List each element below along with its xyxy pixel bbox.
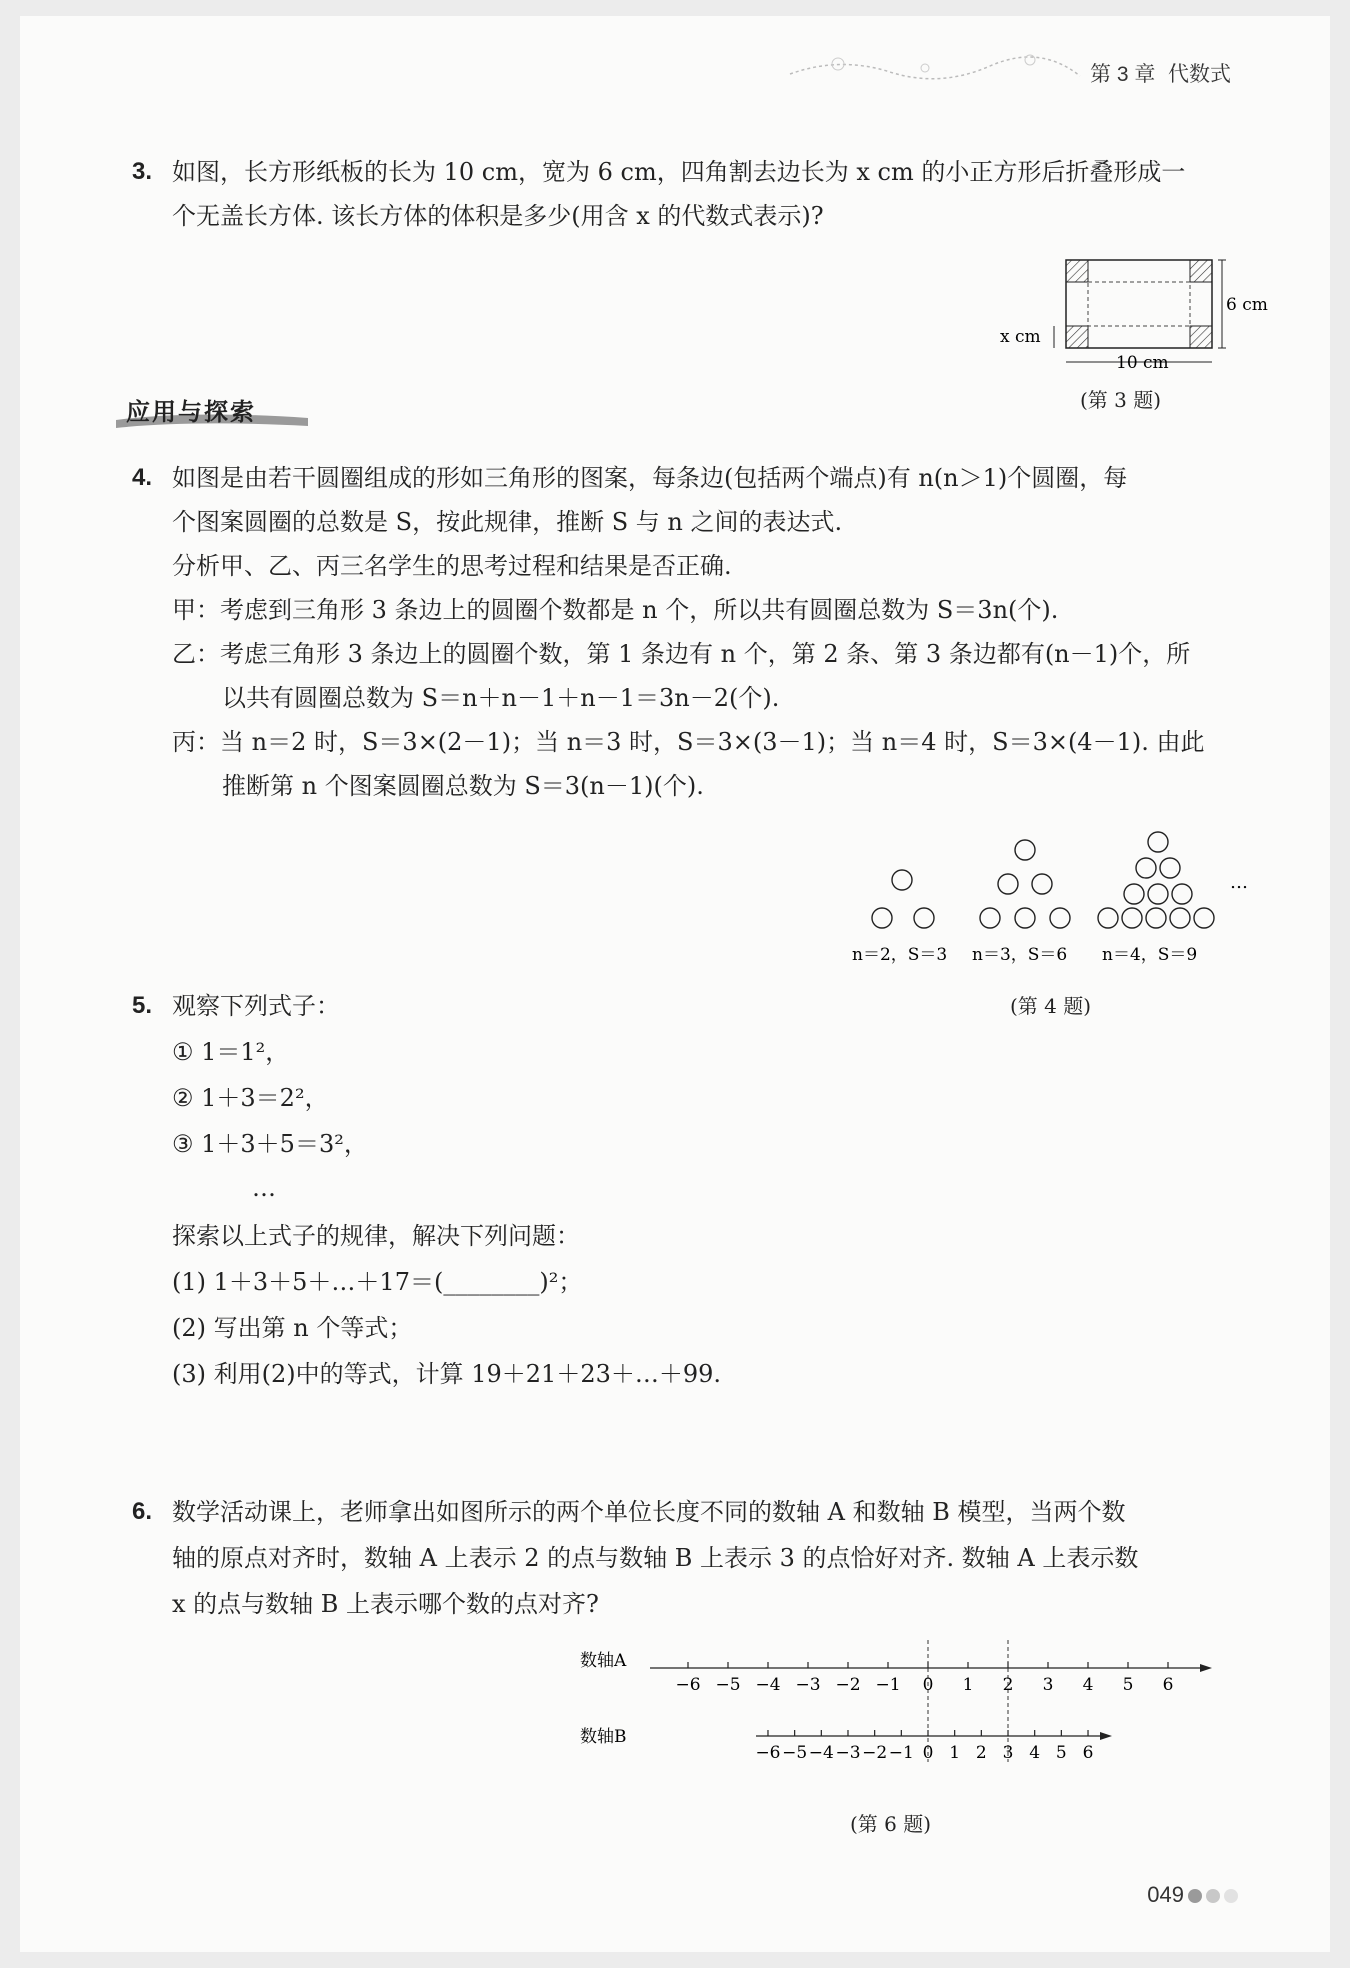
q4-line-1: 如图是由若干圆圈组成的形如三角形的图案，每条边(包括两个端点)有 n(n＞1)个圆圈，每 [172, 464, 1128, 492]
axis-a-tick-label: 3 [1042, 1675, 1054, 1695]
page-dot-1 [1188, 1889, 1202, 1903]
axis-b-tick-label: 0 [922, 1743, 934, 1763]
q4-figure [840, 816, 1260, 976]
q6-line-1: 数学活动课上，老师拿出如图所示的两个单位长度不同的数轴 A 和数轴 B 模型，当两个数 [172, 1498, 1126, 1526]
axis-b-tick-label: 1 [949, 1743, 961, 1763]
axis-a-tick-label: −3 [795, 1675, 821, 1695]
axis-b-tick-label: −6 [755, 1743, 781, 1763]
axis-a-arrow [1200, 1664, 1212, 1672]
page-dot-3 [1224, 1889, 1238, 1903]
q5-line-9: (3) 利用(2)中的等式，计算 19＋21＋23＋…＋99. [172, 1360, 722, 1388]
q3-line-1: 如图，长方形纸板的长为 10 cm，宽为 6 cm，四角割去边长为 x cm 的小正方形后折叠形成一 [172, 158, 1186, 186]
axis-a-tick-label: −5 [715, 1675, 741, 1695]
axis-b-tick-label: −1 [888, 1743, 914, 1763]
q6-line-2: 轴的原点对齐时，数轴 A 上表示 2 的点与数轴 B 上表示 3 的点恰好对齐. 数轴 A 上表示数 [172, 1544, 1139, 1572]
axis-b-arrow [1100, 1732, 1112, 1740]
axis-a-tick-label: 5 [1122, 1675, 1134, 1695]
page-number-group [1147, 1882, 1238, 1908]
q5-line-7: (1) 1＋3＋5＋…＋17＝(________)²； [172, 1268, 583, 1296]
header-title: 代数式 [1168, 63, 1231, 86]
q4-line-3: 分析甲、乙、丙三名学生的思考过程和结果是否正确. [172, 552, 732, 580]
q4-label-n4: n＝4，S＝9 [1102, 945, 1198, 965]
axis-b-tick-label: 6 [1082, 1743, 1094, 1763]
axis-a-tick-label: −4 [755, 1675, 781, 1695]
q5-line-6: 探索以上式子的规律，解决下列问题： [172, 1222, 580, 1250]
q4-number: 4. [132, 464, 153, 491]
page-number: 049 [1147, 1882, 1184, 1907]
axis-a-label: 数轴A [580, 1651, 627, 1671]
q4-line-4: 甲：考虑到三角形 3 条边上的圆圈个数都是 n 个，所以共有圆圈总数为 S＝3n(个). [172, 596, 1059, 624]
section-title: 应用与探索 [126, 399, 256, 426]
q3-label-width: 6 cm [1226, 295, 1268, 315]
q5-line-5: … [252, 1174, 276, 1202]
q4-line-6: 以共有圆圈总数为 S＝n＋n－1＋n－1＝3n－2(个). [222, 684, 780, 712]
q6-figure [580, 1636, 1240, 1776]
q4-label-n3: n＝3，S＝6 [972, 945, 1068, 965]
axis-b-tick-label: 5 [1055, 1743, 1067, 1763]
axis-b-tick-label: 3 [1002, 1743, 1014, 1763]
q3-label-length: 10 cm [1116, 353, 1169, 373]
q4-line-7: 丙：当 n＝2 时，S＝3×(2－1)；当 n＝3 时，S＝3×(3－1)；当 n＝4 时，S＝3×(4－1). 由此 [172, 728, 1205, 756]
q5-line-1: 观察下列式子： [172, 992, 340, 1020]
axis-b-tick-label: −5 [782, 1743, 808, 1763]
axis-b-label: 数轴B [580, 1727, 627, 1747]
axis-b-tick-label: −3 [835, 1743, 861, 1763]
q5-line-8: (2) 写出第 n 个等式； [172, 1314, 413, 1342]
q6-number: 6. [132, 1498, 153, 1525]
page-dot-2 [1206, 1889, 1220, 1903]
q3-line-2: 个无盖长方体. 该长方体的体积是多少(用含 x 的代数式表示)? [172, 202, 824, 230]
q4-caption: (第 4 题) [1010, 994, 1092, 1018]
q5-line-4: ③ 1＋3＋5＝3²， [172, 1130, 368, 1158]
axis-b-tick-label: −4 [808, 1743, 834, 1763]
axis-a-tick-label: −6 [675, 1675, 701, 1695]
q3-label-corner: x cm [1000, 327, 1041, 347]
q4-line-8: 推断第 n 个图案圆圈总数为 S＝3(n－1)(个). [222, 772, 704, 800]
q3-figure [1000, 238, 1268, 373]
q4-label-n2: n＝2，S＝3 [852, 945, 948, 965]
q5-line-3: ② 1＋3＝2²， [172, 1084, 329, 1112]
axis-a-tick-label: 6 [1162, 1675, 1174, 1695]
q6-line-3: x 的点与数轴 B 上表示哪个数的点对齐? [172, 1590, 599, 1618]
q4-ellipsis: … [1230, 872, 1248, 893]
q5-line-2: ① 1＝1²， [172, 1038, 290, 1066]
q5-number: 5. [132, 992, 153, 1019]
section-banner [112, 390, 312, 430]
axis-a-tick-label: −1 [875, 1675, 901, 1695]
axis-a-tick-label: 0 [922, 1675, 934, 1695]
q3-number: 3. [132, 158, 153, 185]
q4-line-2: 个图案圆圈的总数是 S，按此规律，推断 S 与 n 之间的表达式. [172, 508, 843, 536]
axis-b-tick-label: −2 [862, 1743, 888, 1763]
axis-a-tick-label: 2 [1002, 1675, 1014, 1695]
axis-b-tick-label: 2 [975, 1743, 987, 1763]
q3-caption: (第 3 题) [1080, 388, 1162, 412]
textbook-page [20, 16, 1330, 1952]
axis-a-tick-label: 4 [1082, 1675, 1094, 1695]
axis-a-tick-label: −2 [835, 1675, 861, 1695]
axis-b-tick-label: 4 [1029, 1743, 1041, 1763]
axis-a-tick-label: 1 [962, 1675, 974, 1695]
q4-line-5: 乙：考虑三角形 3 条边上的圆圈个数，第 1 条边有 n 个，第 2 条、第 3 条边都有(n－1)个，所 [172, 640, 1191, 668]
header-chapter: 第 3 章 [1090, 63, 1156, 86]
q6-caption: (第 6 题) [850, 1812, 932, 1836]
header-decoration [780, 46, 1100, 86]
